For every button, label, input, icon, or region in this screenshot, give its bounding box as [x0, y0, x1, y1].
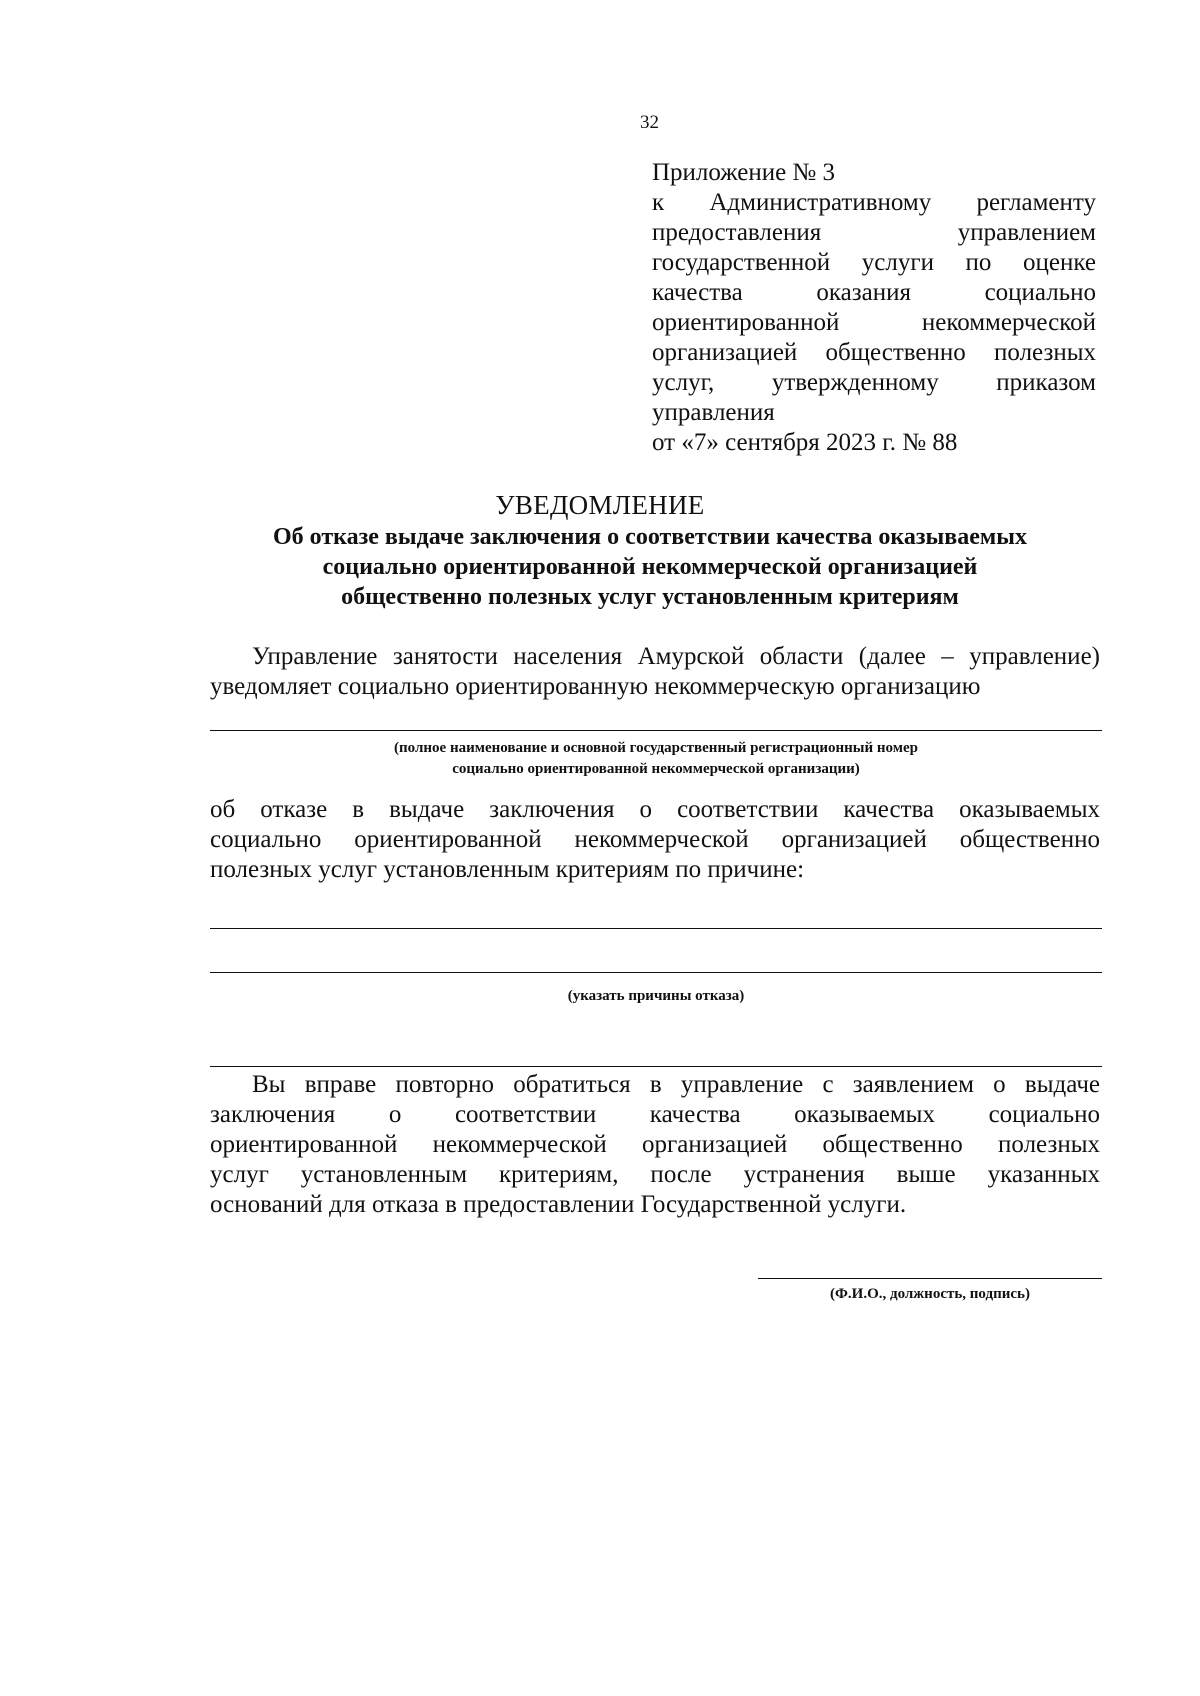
paragraph-line: социально ориентированной некоммерческой организацией общественно — [210, 826, 1100, 853]
appendix-line: государственной услуги по оценке — [652, 249, 1096, 276]
notice-subtitle — [200, 522, 1100, 612]
paragraph-line: услуг установленным критериям, после устранения выше указанных — [210, 1161, 1100, 1188]
appendix-line: Приложение № 3 — [652, 159, 836, 186]
appendix-line: качества оказания социально — [652, 279, 1096, 306]
appendix-line: услуг, утвержденному приказом — [652, 369, 1096, 396]
appendix-line: к Административному регламенту — [652, 189, 1096, 216]
org-name-caption — [210, 738, 1102, 780]
paragraph-line: Управление занятости населения Амурской области (далее – управление) — [252, 643, 1100, 670]
paragraph-line: ориентированной некоммерческой организацией общественно полезных — [210, 1131, 1100, 1158]
reapply-paragraph — [210, 1070, 1100, 1220]
paragraph-line: заключения о соответствии качества оказываемых социально — [210, 1101, 1100, 1128]
reason-line-3 — [210, 1066, 1102, 1067]
subtitle-line: общественно полезных услуг установленным критериям — [341, 584, 959, 610]
paragraph-line: оснований для отказа в предоставлении Государственной услуги. — [210, 1191, 907, 1218]
intro-paragraph — [210, 642, 1100, 702]
reason-line-2 — [210, 972, 1102, 973]
appendix-line: ориентированной некоммерческой — [652, 309, 1096, 336]
paragraph-line: Вы вправе повторно обратиться в управление с заявлением о выдаче — [252, 1071, 1100, 1098]
appendix-block — [652, 158, 1096, 458]
appendix-line: организацией общественно полезных — [652, 339, 1096, 366]
org-name-line — [210, 730, 1102, 731]
caption-line: (полное наименование и основной государственный регистрационный номер — [394, 740, 918, 756]
appendix-line: управления — [652, 399, 775, 426]
paragraph-line: полезных услуг установленным критериям по причине: — [210, 856, 805, 883]
appendix-line: предоставления управлением — [652, 219, 1096, 246]
signature-line — [758, 1278, 1102, 1279]
signature-caption: (Ф.И.О., должность, подпись) — [830, 1286, 1030, 1302]
subtitle-line: Об отказе выдаче заключения о соответствии качества оказываемых — [273, 524, 1027, 550]
refusal-paragraph — [210, 795, 1100, 885]
paragraph-line: уведомляет социально ориентированную некоммерческую организацию — [210, 673, 981, 700]
paragraph-line: об отказе в выдаче заключения о соответствии качества оказываемых — [210, 796, 1100, 823]
subtitle-line: социально ориентированной некоммерческой организацией — [322, 554, 978, 580]
notice-title: УВЕДОМЛЕНИЕ — [495, 490, 705, 520]
appendix-line: от «7» сентября 2023 г. № 88 — [652, 429, 958, 456]
reason-caption: (указать причины отказа) — [567, 988, 745, 1004]
caption-line: социально ориентированной некоммерческой организации) — [452, 761, 860, 777]
page-number: 32 — [640, 112, 659, 133]
reason-line-1 — [210, 928, 1102, 929]
